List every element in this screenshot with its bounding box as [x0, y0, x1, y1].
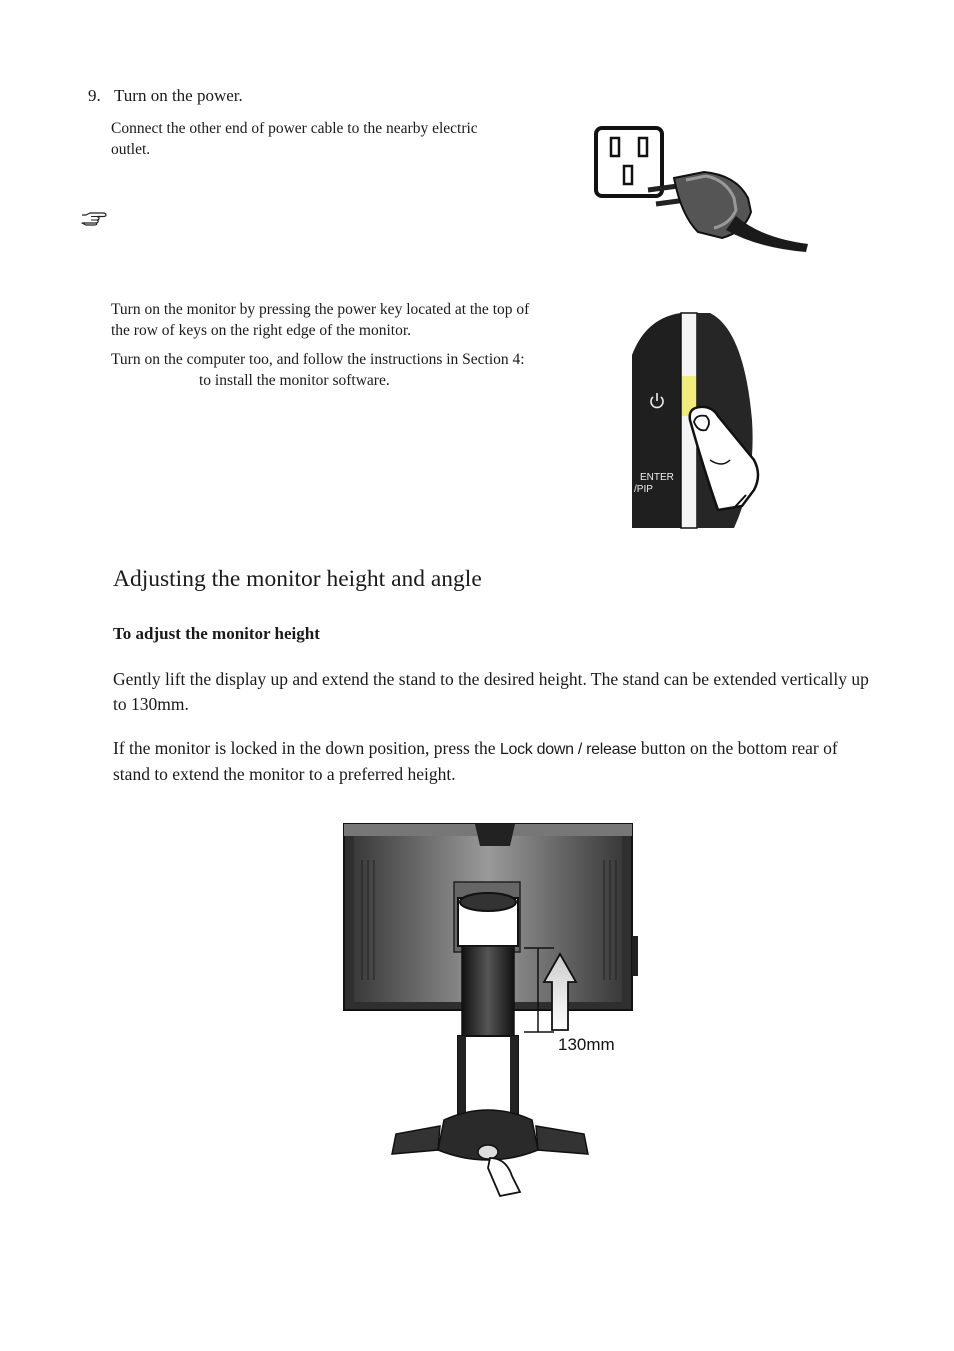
para2-after: button on the bottom rear of stand to extend the monitor to a preferred height.	[113, 738, 838, 784]
finger-pressing-icon	[488, 1158, 520, 1196]
computer-power-line2: to install the monitor software.	[199, 372, 390, 389]
step-title: Turn on the power.	[114, 86, 243, 105]
power-outlet-illustration	[586, 120, 812, 260]
power-cable-instruction: Connect the other end of power cable to the nearby electric outlet.	[111, 120, 478, 158]
height-label: 130mm	[558, 1035, 615, 1054]
para2-before: If the monitor is locked in the down position, press the	[113, 738, 500, 758]
section-subtitle: To adjust the monitor height	[113, 624, 320, 643]
power-plug	[648, 172, 808, 252]
power-key-illustration	[626, 310, 761, 530]
monitor-stand-illustration	[340, 820, 640, 1200]
section-title: Adjusting the monitor height and angle	[113, 566, 482, 592]
height-paragraph-1: Gently lift the display up and extend the stand to the desired height. The stand can be extended vertically up to 130mm.	[113, 669, 869, 714]
computer-power-line1: Turn on the computer too, and follow the instructions in Section 4:	[111, 351, 525, 368]
pointing-hand-icon	[80, 208, 108, 226]
lock-release-button-label: Lock down / release	[499, 741, 637, 758]
step-number: 9.	[88, 86, 101, 105]
lock-release-button	[478, 1145, 498, 1159]
monitor-power-instruction: Turn on the monitor by pressing the power key located at the top of the row of keys on the right edge of the monitor.	[111, 301, 530, 339]
height-paragraph-2	[113, 736, 873, 787]
computer-power-instruction	[111, 349, 531, 391]
enter-key-label: ENTER	[640, 472, 674, 483]
step-heading	[88, 86, 243, 106]
pip-key-label: /PIP	[634, 484, 653, 495]
